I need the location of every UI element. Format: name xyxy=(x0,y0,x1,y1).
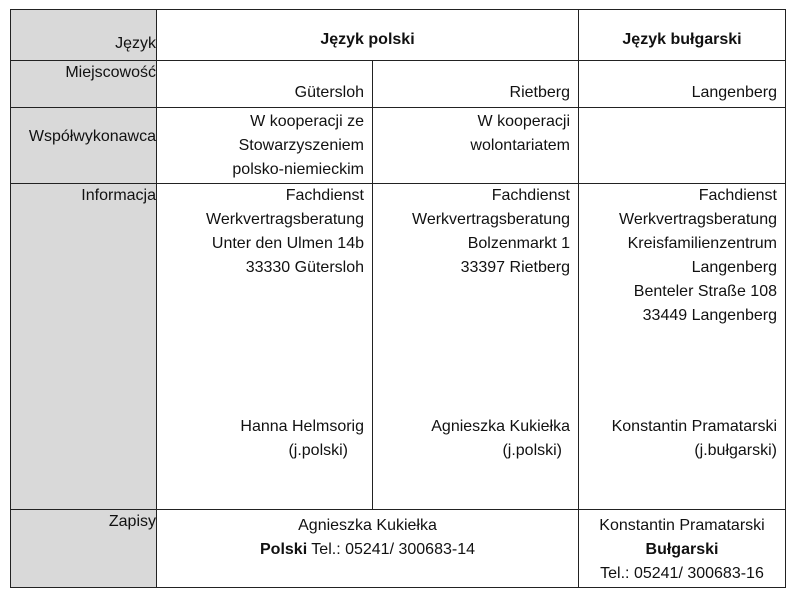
zapisy-lang-line xyxy=(579,538,785,562)
language-bulgarian: Język bułgarski xyxy=(579,10,786,61)
address-line: 33330 Gütersloh xyxy=(245,259,364,276)
zapisy-lang: Polski xyxy=(260,541,308,558)
person-name: Hanna Helmsorig xyxy=(240,418,364,435)
city-langenberg: Langenberg xyxy=(579,61,786,108)
contact-person xyxy=(431,415,570,463)
zapisy-name: Konstantin Pramatarski xyxy=(599,517,765,534)
address-line: Bolzenmarkt 1 xyxy=(467,235,570,252)
zapisy-phone: Tel.: 05241/ 300683-16 xyxy=(600,565,764,582)
city-rietberg: Rietberg xyxy=(373,61,579,108)
address-block xyxy=(163,184,364,280)
person-name: Agnieszka Kukiełka xyxy=(431,418,570,435)
row-language xyxy=(11,10,786,61)
zapisy-lang: Bułgarski xyxy=(645,541,719,558)
zapisy-name: Agnieszka Kukiełka xyxy=(298,517,437,534)
header-jezyk: Język xyxy=(11,10,157,61)
address-line: 33449 Langenberg xyxy=(642,307,777,324)
partner-line: Stowarzyszeniem xyxy=(238,137,364,154)
contact-person xyxy=(612,415,777,463)
partner-line: wolontariatem xyxy=(470,137,570,154)
address-line: 33397 Rietberg xyxy=(460,259,570,276)
header-wspolwykonawca: Współwykonawca xyxy=(11,108,157,184)
address-line: Kreisfamilienzentrum xyxy=(627,235,777,252)
zapisy-phone: Tel.: 05241/ 300683-14 xyxy=(307,541,475,558)
partner-gutersloh xyxy=(157,108,373,184)
zapisy-bulgarian xyxy=(579,510,786,588)
address-line: Fachdienst xyxy=(698,187,777,204)
info-gutersloh xyxy=(157,184,373,510)
header-zapisy: Zapisy xyxy=(11,510,157,588)
person-language: (j.bułgarski) xyxy=(694,442,777,459)
address-line: Unter den Ulmen 14b xyxy=(211,235,364,252)
partner-line: W kooperacji ze xyxy=(250,113,364,130)
row-city xyxy=(11,61,786,108)
address-line: Fachdienst xyxy=(491,187,570,204)
person-language: (j.polski) xyxy=(288,442,348,459)
partner-rietberg xyxy=(373,108,579,184)
person-language: (j.polski) xyxy=(502,442,562,459)
zapisy-contact xyxy=(157,538,578,562)
partner-line: polsko-niemieckim xyxy=(232,161,364,178)
address-block xyxy=(379,184,570,280)
header-miejscowosc: Miejscowość xyxy=(11,61,157,108)
address-line: Werkvertragsberatung xyxy=(619,211,777,228)
info-langenberg xyxy=(579,184,786,510)
header-informacja: Informacja xyxy=(11,184,157,510)
address-block xyxy=(585,184,777,328)
address-line: Benteler Straße 108 xyxy=(633,283,777,300)
person-name: Konstantin Pramatarski xyxy=(611,418,777,435)
address-line: Werkvertragsberatung xyxy=(206,211,364,228)
address-line: Werkvertragsberatung xyxy=(412,211,570,228)
partner-langenberg-empty xyxy=(579,108,786,184)
row-partner xyxy=(11,108,786,184)
info-rietberg xyxy=(373,184,579,510)
address-line: Fachdienst xyxy=(285,187,364,204)
partner-line: W kooperacji xyxy=(477,113,570,130)
language-polish: Język polski xyxy=(157,10,579,61)
row-zapisy xyxy=(11,510,786,588)
address-line: Langenberg xyxy=(691,259,777,276)
zapisy-polish xyxy=(157,510,579,588)
city-gutersloh: Gütersloh xyxy=(157,61,373,108)
contact-person xyxy=(240,415,364,463)
contact-table xyxy=(10,9,786,588)
row-info xyxy=(11,184,786,510)
